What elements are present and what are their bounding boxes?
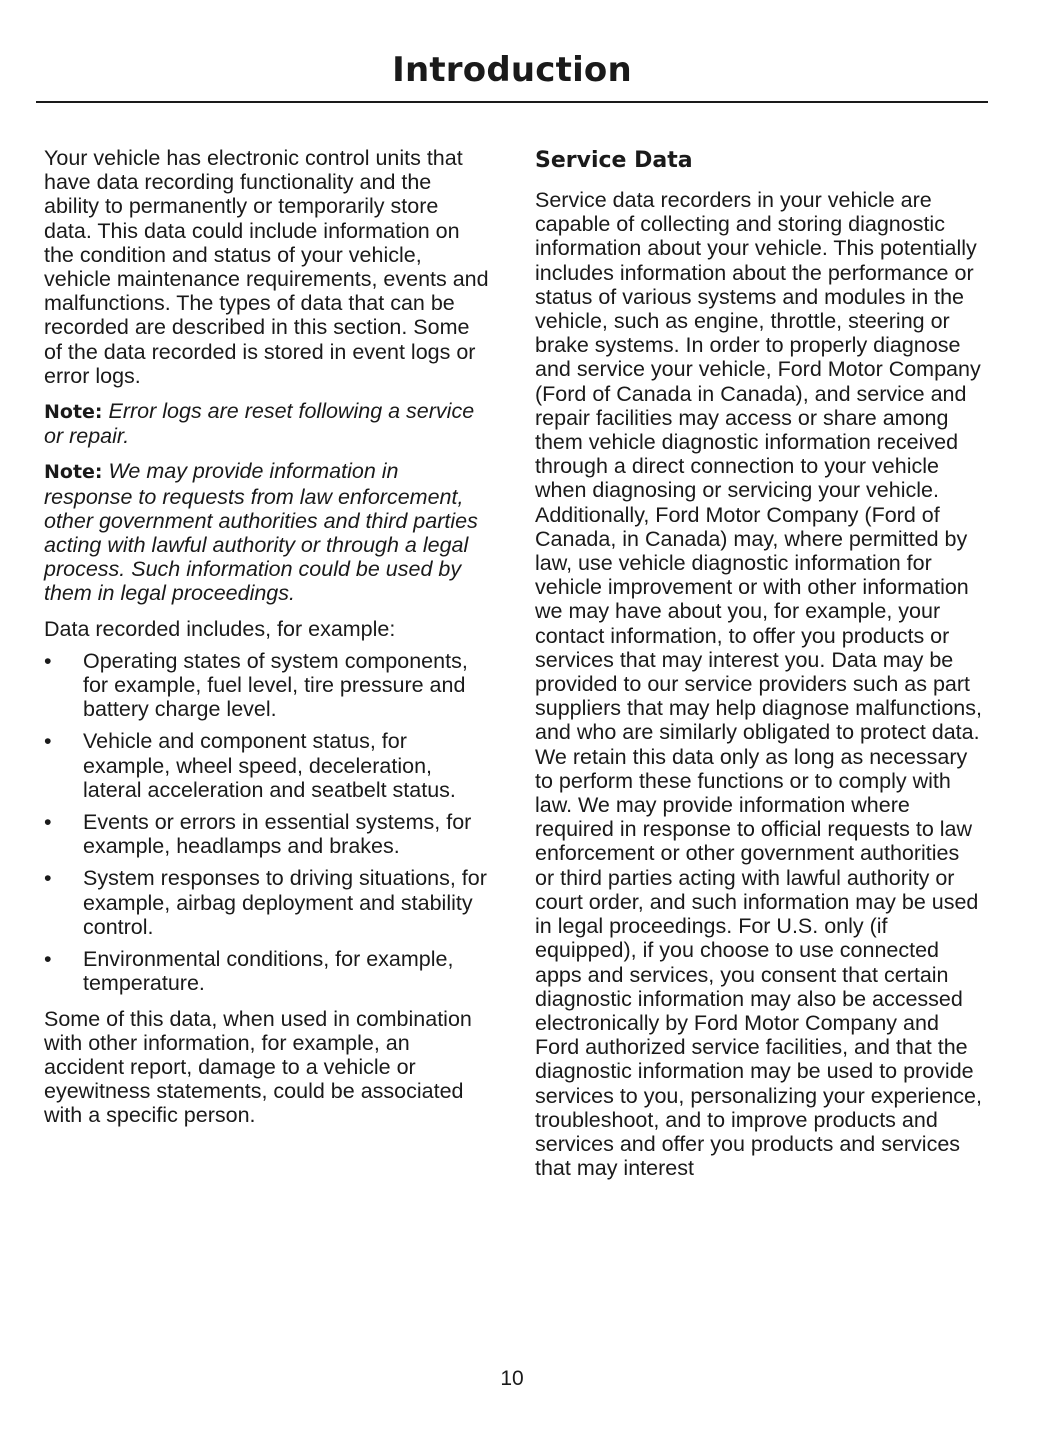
bullet-icon: • <box>44 729 52 754</box>
list-item <box>44 947 492 995</box>
list-item-text: System responses to driving situations, for example, airbag deployment and stability control. <box>83 866 487 939</box>
list-intro: Data recorded includes, for example: <box>44 616 396 641</box>
bullet-icon: • <box>44 866 52 891</box>
note-text: We may provide information in response to requests from law enforcement, other government authorities and third parties acting with lawful authority or through a legal process. Such information could be used by them in legal proceedings. <box>44 459 478 606</box>
page-title: Introduction <box>392 50 632 90</box>
intro-paragraph: Your vehicle has electronic control units that have data recording functionality and the ability to permanently or temporarily store data. This data could include information on the condition and status of your vehicle, vehicle maintenance requirements, events and malfunctions. The types of data that can be recorded are described in this section. Some of the data recorded is stored in event logs or error logs. <box>44 146 489 388</box>
bullet-icon: • <box>44 947 52 972</box>
list-item <box>44 810 492 858</box>
page-number: 10 <box>500 1367 524 1390</box>
bullet-icon: • <box>44 810 52 835</box>
list-item <box>44 649 492 722</box>
list-item-text: Operating states of system components, for example, fuel level, tire pressure and battery charge level. <box>83 648 468 722</box>
note-law-enforcement <box>44 459 492 605</box>
list-item <box>44 866 492 939</box>
list-item-text: Events or errors in essential systems, for example, headlamps and brakes. <box>83 810 472 859</box>
bullet-icon: • <box>44 648 52 673</box>
section-heading: Service Data <box>535 148 693 173</box>
left-column <box>44 146 492 1139</box>
list-item-text: Environmental conditions, for example, temperature. <box>83 947 454 996</box>
list-item-text: Vehicle and component status, for example, wheel speed, deceleration, lateral acceleration and seatbelt status. <box>83 729 456 802</box>
data-recorded-list <box>44 649 492 996</box>
title-divider <box>36 101 988 103</box>
note-error-logs <box>44 399 492 448</box>
note-label: Note: <box>44 461 103 484</box>
note-label: Note: <box>44 401 103 424</box>
closing-paragraph: Some of this data, when used in combination with other information, for example, an accident report, damage to a vehicle or eyewitness statements, could be associated with a specific person. <box>44 1006 472 1128</box>
service-data-paragraph: Service data recorders in your vehicle are capable of collecting and storing diagnostic information about your vehicle. This potentially includes information about the performance or status of various systems and modules in the vehicle, such as engine, throttle, steering or brake systems. In order to properly diagnose and service your vehicle, Ford Motor Company (Ford of Canada in Canada), and service and repair facilities may access or share among them vehicle diagnostic information received through a direct connection to your vehicle when diagnosing or servicing your vehicle. Additionally, Ford Motor Company (Ford of Canada, in Canada) may, where permitted by law, use vehicle diagnostic information for vehicle improvement or with other information we may have about you, for example, your contact information, to offer you products or services that may interest you. Data may be provided to our service providers such as part suppliers that may help diagnose malfunctions, and who are similarly obligated to protect data. We retain this data only as long as necessary to perform these functions or to comply with law. We may provide information where required in response to official requests to law enforcement or other government authorities or third parties acting with lawful authority or court order, and such information may be used in legal proceedings. For U.S. only (if equipped), if you choose to use connected apps and services, you consent that certain diagnostic information may also be accessed electronically by Ford Motor Company and Ford authorized service facilities, and that the diagnostic information may be used to provide services to you, personalizing your experience, troubleshoot, and to improve products and services and offer you products and services that may interest <box>535 188 982 1181</box>
right-column <box>535 146 983 1180</box>
list-item <box>44 729 492 802</box>
note-text: Error logs are reset following a service or repair. <box>44 399 475 449</box>
